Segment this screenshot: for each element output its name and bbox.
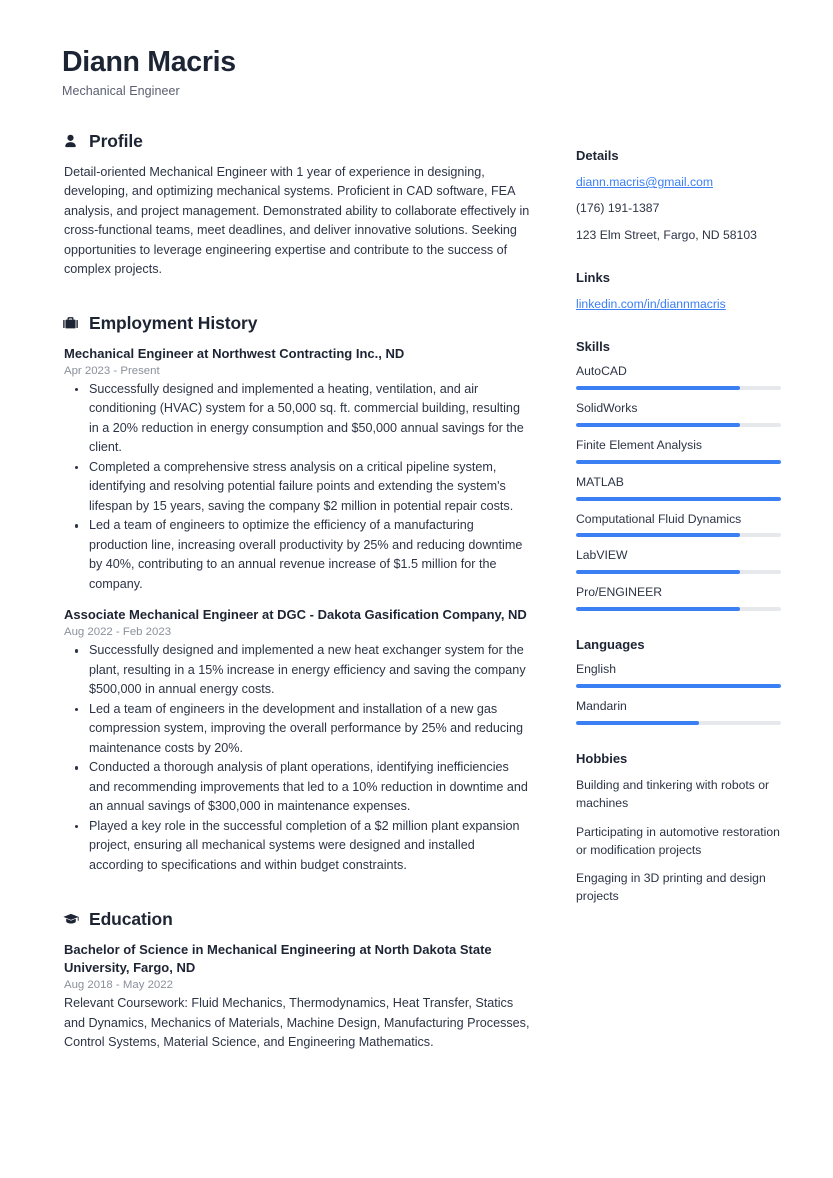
list-item: Played a key role in the successful completion of a $2 million plant expansion project, ensuring all mechanical systems were designed and installed according to specifications and within budget constraints.: [72, 817, 532, 876]
employment-entry-title: Mechanical Engineer at Northwest Contracting Inc., ND: [64, 345, 405, 361]
employment-entry: [62, 345, 532, 595]
employment-entry-date: Apr 2023 - Present: [64, 364, 160, 377]
sidebar-links-title: Links: [576, 269, 610, 285]
page-title: Diann Macris: [62, 46, 236, 78]
skill-label: AutoCAD: [576, 364, 627, 379]
sidebar-section-languages: [576, 637, 781, 725]
language-meter-fill: [576, 684, 781, 688]
sidebar-details-title: Details: [576, 148, 619, 163]
section-employment-title: Employment History: [89, 312, 258, 333]
skill-item: [576, 364, 781, 390]
skill-meter-fill: [576, 423, 740, 427]
skill-label: Finite Element Analysis: [576, 437, 702, 452]
sidebar-section-details: [576, 148, 781, 244]
user-icon: [62, 133, 79, 150]
section-profile-header: [62, 131, 532, 152]
skill-item: [576, 512, 781, 538]
list-item: Successfully designed and implemented a heating, ventilation, and air conditioning (HVAC) system for a 50,000 sq. ft. commercial building, resulting in a 20% reduction in energy consumption and $50,000 annual savings for the client.: [72, 380, 532, 458]
skill-item: [576, 438, 781, 464]
skill-meter: [576, 460, 781, 464]
skill-meter: [576, 423, 781, 427]
skill-item: [576, 475, 781, 501]
skill-meter-fill: [576, 460, 781, 464]
education-entry-description: Relevant Coursework: Fluid Mechanics, Thermodynamics, Heat Transfer, Statics and Dynamics, Mechanics of Materials, Machine Design, Manufacturing Processes, Control Systems, Material Science, and Engineering Mathematics.: [64, 996, 530, 1050]
skill-meter-fill: [576, 607, 740, 611]
graduation-cap-icon: [62, 911, 79, 928]
skill-meter: [576, 607, 781, 611]
education-entry: [62, 941, 532, 1053]
employment-entry: [62, 606, 532, 875]
language-label: Mandarin: [576, 699, 627, 714]
language-meter: [576, 721, 781, 725]
employment-entry-bullets: [64, 641, 532, 875]
skill-item: [576, 401, 781, 427]
language-meter: [576, 684, 781, 688]
skill-label: MATLAB: [576, 474, 624, 489]
language-label: English: [576, 662, 616, 677]
skill-meter: [576, 533, 781, 537]
sidebar-section-links: [576, 270, 781, 313]
section-education-title: Education: [89, 908, 173, 929]
skill-item: [576, 548, 781, 574]
header-subtitle: Mechanical Engineer: [62, 83, 180, 98]
sidebar-languages-title: Languages: [576, 637, 645, 653]
skill-meter: [576, 497, 781, 501]
linkedin-link[interactable]: linkedin.com/in/diannmacris: [576, 296, 726, 311]
list-item: Successfully designed and implemented a new heat exchanger system for the plant, resulting in a 15% increase in energy efficiency and saving the company $500,000 in annual energy costs.: [72, 641, 532, 700]
employment-entry-bullets: [64, 380, 532, 595]
sidebar-section-skills: [576, 339, 781, 611]
section-education-header: [62, 909, 532, 930]
main-column: [62, 46, 532, 1178]
language-meter-fill: [576, 721, 699, 725]
skill-meter-fill: [576, 386, 740, 390]
education-entry-title: Bachelor of Science in Mechanical Engineering at North Dakota State University, Fargo, ND: [64, 941, 492, 976]
list-item: Led a team of engineers in the development and installation of a new gas compression system, improving the overall performance by 25% and reducing maintenance costs by 20%.: [72, 700, 532, 759]
section-employment-header: [62, 313, 532, 334]
section-employment: [62, 313, 532, 876]
skill-label: LabVIEW: [576, 548, 628, 563]
sidebar-section-hobbies: [576, 751, 781, 906]
skill-meter: [576, 570, 781, 574]
sidebar-hobbies-title: Hobbies: [576, 750, 628, 766]
employment-entry-title: Associate Mechanical Engineer at DGC - Dakota Gasification Company, ND: [64, 607, 527, 623]
list-item: Completed a comprehensive stress analysis on a critical pipeline system, identifying and resolving potential failure points and extending the system's lifespan by 15 years, saving the company $2 million in potential repair costs.: [72, 458, 532, 517]
skill-label: Computational Fluid Dynamics: [576, 511, 742, 526]
sidebar: [576, 46, 781, 1178]
hobby-item: Engaging in 3D printing and design projects: [576, 871, 766, 904]
section-education: [62, 909, 532, 1053]
skill-meter-fill: [576, 570, 740, 574]
briefcase-icon: [62, 315, 79, 332]
email-link[interactable]: diann.macris@gmail.com: [576, 175, 713, 189]
profile-text: Detail-oriented Mechanical Engineer with 1 year of experience in designing, developing, and optimizing mechanical systems. Proficient in CAD software, FEA analysis, and project management. Demonstrated ability to collaborate effectively in cross-functional teams, meet deadlines, and deliver innovative solutions. Seeking opportunities to leverage engineering expertise and contribute to the success of complex projects.: [64, 164, 530, 277]
phone-value: (176) 191-1387: [576, 201, 660, 216]
section-profile: [62, 131, 532, 280]
hobby-item: Building and tinkering with robots or machines: [576, 777, 770, 811]
address-value: 123 Elm Street, Fargo, ND 58103: [576, 227, 757, 242]
section-profile-title: Profile: [89, 130, 143, 151]
resume-header: [62, 46, 532, 98]
education-entry-date: Aug 2018 - May 2022: [64, 979, 173, 992]
list-item: Led a team of engineers to optimize the efficiency of a manufacturing production line, increasing overall productivity by 25% and reducing downtime by 40%, contributing to an annual revenue increase of $1.5 million for the company.: [72, 516, 532, 594]
language-item: [576, 662, 781, 688]
skill-label: SolidWorks: [576, 401, 638, 416]
employment-entry-date: Aug 2022 - Feb 2023: [64, 626, 172, 639]
skill-meter-fill: [576, 497, 781, 501]
language-item: [576, 699, 781, 725]
skill-item: [576, 585, 781, 611]
hobby-item: Participating in automotive restoration or modification projects: [576, 824, 780, 857]
list-item: Conducted a thorough analysis of plant operations, identifying inefficiencies and recommending improvements that led to a 10% reduction in downtime and an annual savings of $300,000 in maintenance expenses.: [72, 758, 532, 817]
skill-meter-fill: [576, 533, 740, 537]
sidebar-skills-title: Skills: [576, 339, 610, 355]
skill-label: Pro/ENGINEER: [576, 585, 663, 600]
skill-meter: [576, 386, 781, 390]
